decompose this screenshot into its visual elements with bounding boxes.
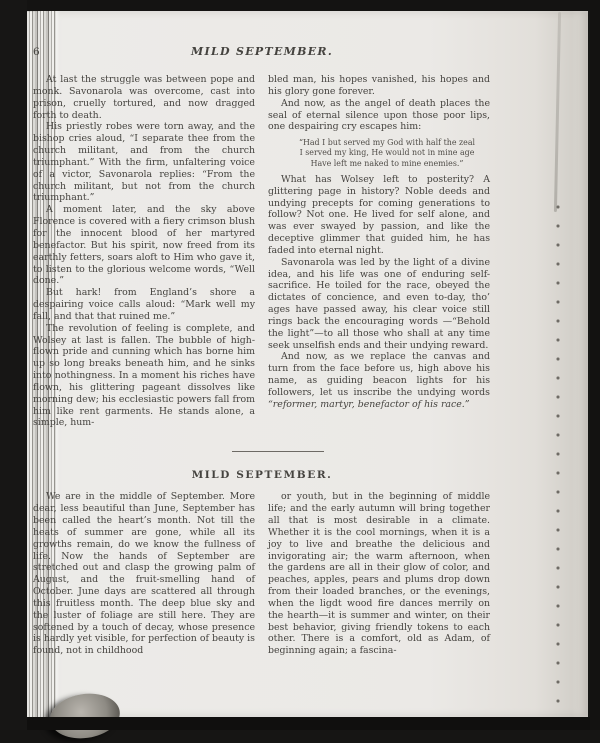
final-paragraph-text: And now, as we replace the canvas and turn from the face before us, high above his name, as guiding beacon lights for his followers, let us inscribe the undying words xyxy=(268,351,490,399)
running-head: MILD SEPTEMBER. xyxy=(191,45,333,58)
paragraph: And now, as the angel of death places the seal of eternal silence upon those poor lips, one despairing cry escapes him: xyxy=(268,97,490,133)
article-1-columns xyxy=(33,74,491,429)
scan-background-top xyxy=(0,0,600,11)
article-1-left-column xyxy=(33,74,255,429)
article-2-right-column xyxy=(268,491,490,657)
paragraph: bled man, his hopes vanished, his hopes and his glory gone forever. xyxy=(268,74,490,97)
paragraph: A moment later, and the sky above Florence is covered with a fiery crimson blush for the innocent blood of her martyred benefactor. But his spirit, now freed from its earthly fetters, soars aloft to Him who gave it, to listen to the glorious welcome words, “Well done.” xyxy=(33,204,255,287)
scan-background-bottom xyxy=(0,717,600,730)
section-heading: MILD SEPTEMBER. xyxy=(191,469,333,482)
verse-quote xyxy=(290,138,484,169)
article-2-columns xyxy=(33,491,491,657)
section-divider-rule xyxy=(232,451,324,452)
quote-line: Have left me naked to mine enemies.” xyxy=(310,158,464,168)
page-header xyxy=(33,44,491,68)
page-number: 6 xyxy=(33,46,40,58)
paragraph: At last the struggle was between pope and monk. Savonarola was overcome, cast into prison, cruelly tortured, and now dragged forth to death. xyxy=(33,74,255,121)
paragraph: Savonarola was led by the light of a divine idea, and his life was one of enduring self-sacrifice. He toiled for the race, obeyed the dictates of concience, and even to-day, tho’ ages have passed away, his clear voice still rings back the encouraging words —“Behold the light”—to all those who shall at any time seek unselfish ends and their undying reward. xyxy=(268,256,490,351)
article-1-right-column xyxy=(268,74,490,429)
paragraph: His priestly robes were torn away, and the bishop cries aloud, “I separate thee from the church militant, and from the church triumphant.” With the firm, unfaltering voice of a victor, Savonarola replies: “From the church militant, but not from the church triumphant.” xyxy=(33,121,255,204)
quote-line: “Had I but served my God with half the zeal xyxy=(298,138,476,148)
paragraph: What has Wolsey left to posterity? A glittering page in history? Noble deeds and undying precepts for coming generations to follow? Not one. He lived for self alone, and was ever swayed by passion, and like the deceptive glimmer that guided him, he has faded into eternal night. xyxy=(268,173,490,256)
article-2-left-column xyxy=(33,491,255,657)
paragraph: The revolution of feeling is complete, and Wolsey at last is fallen. The bubble of high-flown pride and cunning which has borne him up so long breaks beneath him, and he sinks into nothingness. In a moment his riches have flown, his glittering pageant dissolves like morning dew; his ecclesiastic powers fall from him like rent garments. He stands alone, a simple, hum- xyxy=(33,322,255,429)
quote-line: I served my king, He would not in mine age xyxy=(299,148,475,158)
printed-page-content xyxy=(33,44,491,657)
binding-stitch-dots xyxy=(552,198,564,714)
scan-background-left xyxy=(0,0,27,730)
column-continuation xyxy=(268,74,490,133)
paragraph xyxy=(268,351,490,410)
after-quote-paragraphs xyxy=(268,174,490,352)
final-paragraph-italic-phrase: “reformer, martyr, benefactor of his race.” xyxy=(268,398,470,410)
scan-background-right xyxy=(590,0,600,730)
paragraph: or youth, but in the beginning of middle life; and the early autumn will bring together all that is most desirable in a climate. Whether it is the cool mornings, when it is a joy to live and breathe the delicious and invigorating air; the warm afternoon, when the gardens are all in their glow of color, and peaches, apples, pears and plums drop down from their loaded branches, or the evenings, when the ligdt wood fire dances merrily on the hearth—it is summer and winter, on their best behavior, giving friendly tokens to each other. There is a comfort, old as Adam, of beginning again; a fascina- xyxy=(268,491,490,657)
paragraph: We are in the middle of September. More dear, less beautiful than June, September has been called the heart’s month. Not till the heats of summer are gone, while all its growths remain, do we know the fullness of life. Now the hands of September are stretched out and clasp the growing palm of August, and the fruit-smelling hand of October. June days are scattered all through this fruitless month. The deep blue sky and the luster of foliage are still here. They are softened by a touch of decay, whose presence is hardly yet visible, for perfection of beauty is found, not in childhood xyxy=(33,491,255,657)
paragraph: But hark! from England’s shore a despairing voice calls aloud: “Mark well my fall, and that that ruined me.” xyxy=(33,287,255,322)
